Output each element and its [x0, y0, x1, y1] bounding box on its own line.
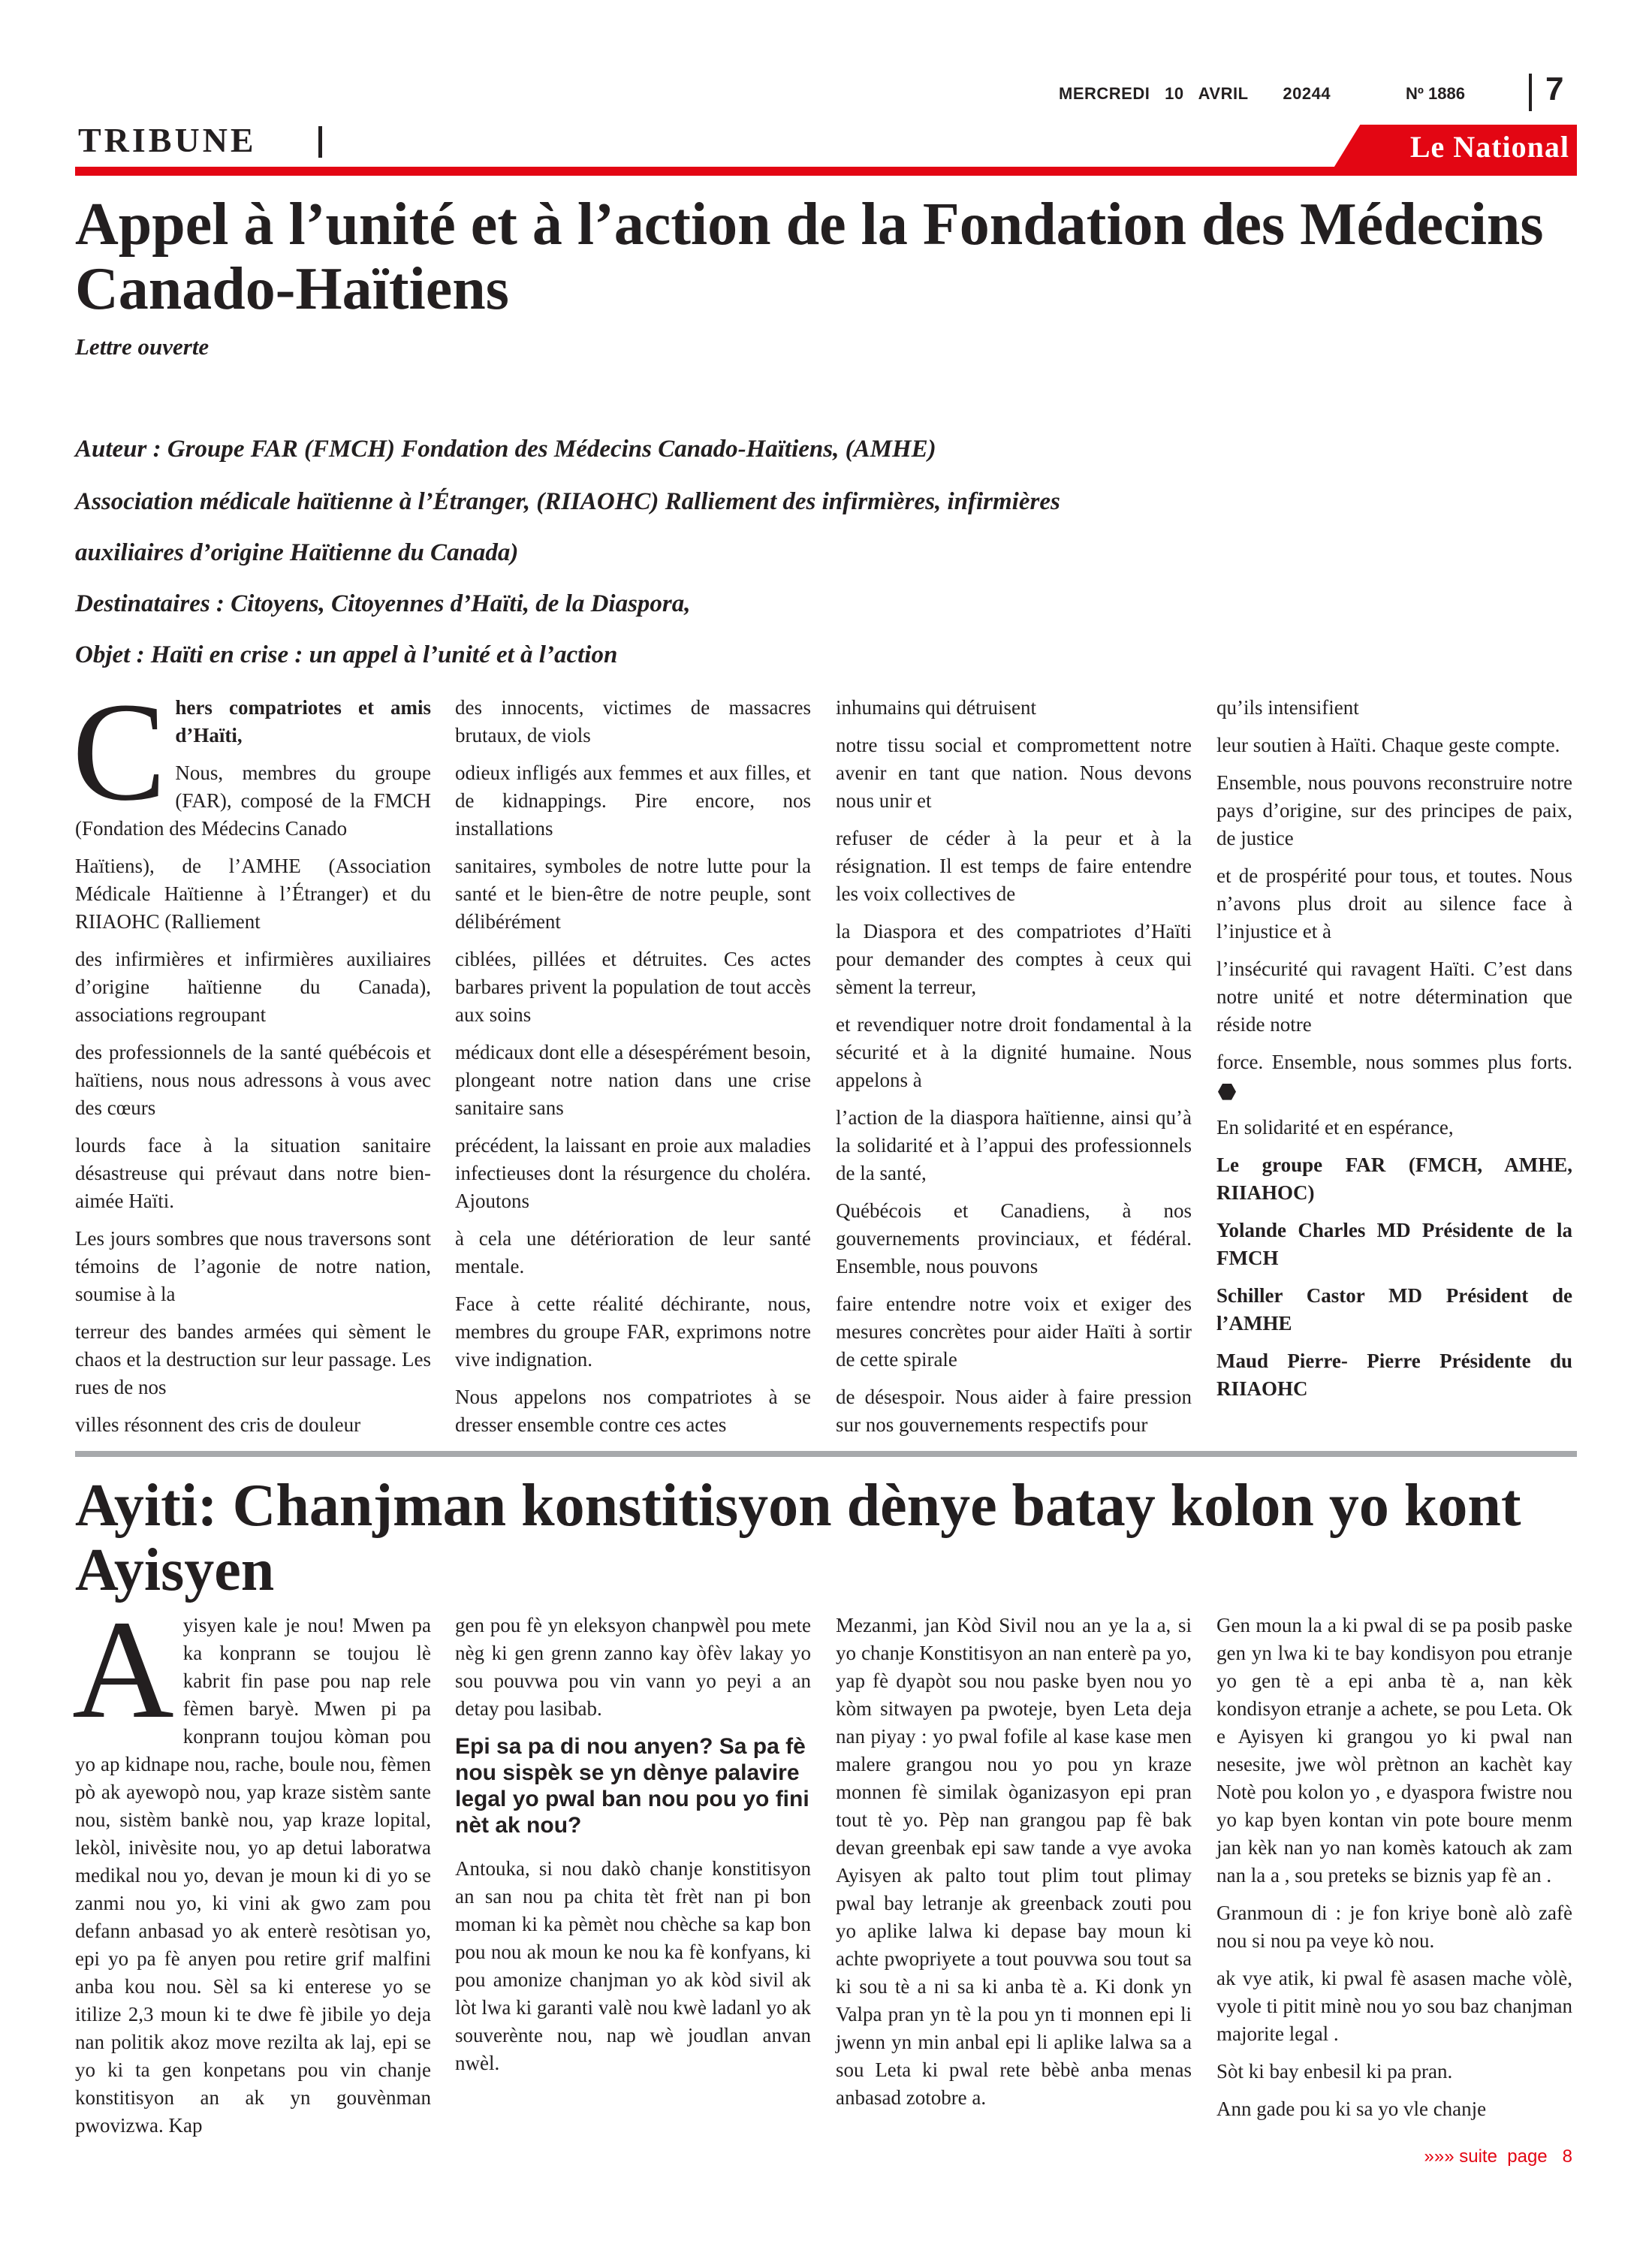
- article1-author-line: Auteur : Groupe FAR (FMCH) Fondation des Médecins Canado-Haïtiens, (AMHE): [75, 436, 936, 463]
- article1-salutation: hers compatriotes et amis d’Haïti,: [175, 696, 431, 746]
- issue-date: MERCREDI 10 AVRIL 20244: [1059, 84, 1331, 103]
- article1-paragraph: et revendiquer notre droit fondamental à la sécurité et à la dignité humaine. Nous appelons à: [836, 1013, 1192, 1091]
- article1-subject: Objet : Haïti en crise : un appel à l’unité et à l’action: [75, 641, 618, 668]
- article1-signature: Le groupe FAR (FMCH, AMHE, RIIAHOC): [1216, 1154, 1572, 1204]
- article2-paragraph: ak vye atik, ki pwal fè asasen mache vòlè, vyole ti pitit minè nou yo sou baz chanjman majorite legal .: [1216, 1967, 1572, 2045]
- article2-paragraph: yisyen kale je nou! Mwen pa ka konprann se toujou lè kabrit fin pase pou nap rele fèmen baryè. Mwen pi pa konprann toujou kòman pou yo ap kidnape nou, rache, boule nou, fèmen pò ak ayewopò nou, yap kraze sistèm sante nou, sistèm bankè nou, yap kraze lopital, lekòl, inivèsite nou, yo ap detui laboratwa medikal nou yo, devan je moun ki di yo se zanmi nou yo, ki vini ak gwo zam pou defann anbasad yo ak enterè resòtisan yo, epi yo pa fè anyen pou retire grif malfini anba kou nou. Sèl sa ki enterese yo se itilize 2,3 moun ki te dwe fè jibile yo deja nan politik akoz move rezilta ak laj, epi se yo ki ta gen konpetans pou vin chanje konstitisyon an ak yn gouvènman pwovizwa. Kap: [75, 1614, 431, 2137]
- article1-paragraph: terreur des bandes armées qui sèment le chaos et la destruction sur leur passage. Les rues de nos: [75, 1320, 431, 1398]
- continuation-link[interactable]: »»» suite page 8: [1424, 2146, 1572, 2167]
- article2-paragraph: Gen moun la a ki pwal di se pa posib paske gen yn lwa ki te bay kondisyon pou etranje yo gen tè a epi anba tè a, nan kèk kondisyon etranje a achete, se pou Leta. Ok e Ayisyen ki grangou yo ki pwal nan nesesite, jwe wòl prètnon an kachèt kay Notè pou kolon yo , e dyaspora fwistre nou yo kap byen kontan vin pote boure menm jan kèk nan yo nan komès katouch ak zam nan la a , sou preteks se biznis yap fè an .: [1216, 1614, 1572, 1887]
- article1-subtitle: Lettre ouverte: [75, 333, 210, 360]
- article2-paragraph: Granmoun di : je fon kriye bonè alò zafè nou si nou pa veye kò nou.: [1216, 1902, 1572, 1952]
- article1-recipients: Destinataires : Citoyens, Citoyennes d’Haïti, de la Diaspora,: [75, 590, 691, 617]
- article1-paragraph: à cela une détérioration de leur santé mentale.: [455, 1227, 811, 1277]
- article1-paragraph: odieux infligés aux femmes et aux filles, et de kidnappings. Pire encore, nos installations: [455, 762, 811, 840]
- article1-paragraph: leur soutien à Haïti. Chaque geste compte.: [1216, 734, 1560, 756]
- article-separator: [75, 1451, 1577, 1457]
- article1-paragraph: l’insécurité qui ravagent Haïti. C’est dans notre unité et notre détermination que réside notre: [1216, 958, 1572, 1036]
- article1-closing-text: force. Ensemble, nous sommes plus forts.: [1216, 1051, 1572, 1073]
- page-number: 7: [1545, 71, 1564, 107]
- article1-sign-off: En solidarité et en espérance,: [1216, 1116, 1454, 1139]
- article1-paragraph: Nous appelons nos compatriotes à se dresser ensemble contre ces actes: [455, 1386, 811, 1436]
- end-of-article-icon: [1218, 1083, 1236, 1101]
- article1-paragraph: et de prospérité pour tous, et toutes. Nous n’avons plus droit au silence face à l’injustice et à: [1216, 864, 1572, 943]
- article1-closing-paragraph: [1216, 1048, 1572, 1104]
- article2-column-4: [1216, 1612, 1572, 2133]
- article1-paragraph: ciblées, pillées et détruites. Ces actes barbares privent la population de tout accès aux soins: [455, 948, 811, 1026]
- article2-paragraph: Sòt ki bay enbesil ki pa pran.: [1216, 2060, 1453, 2083]
- article1-paragraph: des professionnels de la santé québécois et haïtiens, nous nous adressons à vous avec des cœurs: [75, 1041, 431, 1119]
- article1-author-line: Association médicale haïtienne à l’Étranger, (RIIAOHC) Ralliement des infirmières, infirmières: [75, 488, 1060, 515]
- article1-signature: Yolande Charles MD Présidente de la FMCH: [1216, 1219, 1572, 1269]
- issue-number: Nº 1886: [1406, 84, 1465, 103]
- article1-paragraph: villes résonnent des cris de douleur: [75, 1413, 361, 1436]
- article1-paragraph: sanitaires, symboles de notre lutte pour la santé et le bien-être de notre peuple, sont délibérément: [455, 855, 811, 933]
- article1-signature: Maud Pierre- Pierre Présidente du RIIAOHC: [1216, 1350, 1572, 1400]
- article1-paragraph: notre tissu social et compromettent notre avenir en tant que nation. Nous devons nous unir et: [836, 734, 1192, 812]
- article1-paragraph: l’action de la diaspora haïtienne, ainsi qu’à la solidarité et à l’appui des professionnels de la santé,: [836, 1106, 1192, 1184]
- article1-paragraph: lourds face à la situation sanitaire désastreuse qui prévaut dans notre bien-aimée Haïti.: [75, 1134, 431, 1212]
- article2-paragraph: gen pou fè yn eleksyon chanpwèl pou mete nèg ki gen grenn zanno kay òfèv lakay yo sou pouvwa pou vin vann yo peyi a an detay pou lasibab.: [455, 1614, 811, 1720]
- article1-paragraph: Haïtiens), de l’AMHE (Association Médicale Haïtienne à l’Étranger) et du RIIAOHC (Ralliement: [75, 855, 431, 933]
- article1-paragraph: Québécois et Canadiens, à nos gouvernements provinciaux, et fédéral. Ensemble, nous pouvons: [836, 1199, 1192, 1277]
- article1-paragraph: précédent, la laissant en proie aux maladies infectieuses dont la résurgence du choléra. Ajoutons: [455, 1134, 811, 1212]
- article1-paragraph: la Diaspora et des compatriotes d’Haïti pour demander des comptes à ceux qui sèment la terreur,: [836, 920, 1192, 998]
- article1-paragraph: inhumains qui détruisent: [836, 696, 1036, 719]
- article1-signature: Schiller Castor MD Président de l’AMHE: [1216, 1284, 1572, 1335]
- article1-paragraph: des infirmières et infirmières auxiliaires d’origine haïtienne du Canada), associations regroupant: [75, 948, 431, 1026]
- article1-column-2: [455, 694, 811, 1449]
- article2-paragraph: Mezanmi, jan Kòd Sivil nou an ye la a, si yo chanje Konstitisyon an nan enterè pa yo, yap fè dyapòt sou nou paske byen nou yo kòm sitwayen pa pwoteje, byen Leta deja nan piyay : yo pwal fofile al kase kase men malere grangou nou yo pou yn kraze monnen fè similak òganizasyon epi pran tout tè yo. Pèp nan grangou pap fè bak devan greenbak epi saw tande a vye avoka Ayisyen ak palto tout plim tout plimay pwal bay letranje ak greenback zouti pou yo aplike lalwa ki depase bay moun ki achte pwopriyete a tout pouvwa sou tout sa ki sou tè a ni sa ki anba tè a. Ki donk yn Valpa pran yn tè la pou yn ti monnen epi li jwenn yn min anbal epi li aplike lalwa sa a sou Leta ki pwal rete bèbè anba menas anbasad zotobre a.: [836, 1614, 1192, 2109]
- article1-author-line: auxiliaires d’origine Haïtienne du Canada): [75, 539, 519, 566]
- article1-column-4: [1216, 694, 1572, 1413]
- article1-paragraph: des innocents, victimes de massacres brutaux, de viols: [455, 696, 811, 746]
- article2-column-1: [72, 1591, 431, 2149]
- article1-dropcap: C: [72, 673, 167, 830]
- article2-column-2: [455, 1612, 811, 2087]
- article1-paragraph: médicaux dont elle a désespérément besoin, plongeant notre nation dans une crise sanitaire sans: [455, 1041, 811, 1119]
- article2-dropcap: A: [72, 1591, 174, 1748]
- article1-paragraph: faire entendre notre voix et exiger des mesures concrètes pour aider Haïti à sortir de cette spirale: [836, 1292, 1192, 1371]
- article1-headline: Appel à l’unité et à l’action de la Fondation des Médecins Canado-Haïtiens: [75, 192, 1544, 322]
- article1-paragraph: Ensemble, nous pouvons reconstruire notre pays d’origine, sur des principes de paix, de justice: [1216, 771, 1572, 849]
- article2-paragraph: Ann gade pou ki sa yo vle chanje: [1216, 2098, 1487, 2120]
- article1-paragraph: de désespoir. Nous aider à faire pression sur nos gouvernements respectifs pour: [836, 1386, 1192, 1436]
- article1-column-1: [72, 673, 431, 1449]
- section-divider: [318, 126, 322, 158]
- article2-headline: Ayiti: Chanjman konstitisyon dènye batay kolon yo kont Ayisyen: [75, 1473, 1521, 1603]
- page-number-divider: [1529, 74, 1532, 111]
- article1-column-3: [836, 694, 1192, 1449]
- article2-paragraph: Antouka, si nou dakò chanje konstitisyon an san nou pa chita tèt frèt nan pi bon moman ki ka pèmèt nou chèche sa kap bon pou nou ak moun ke nou ka fè konfyans, ki pou amonize chanjman yo ak kòd sivil ak lòt lwa ki garanti valè nou kwè ladanl yo ak souverènte nou, nap wè joudlan anvan nwèl.: [455, 1857, 811, 2074]
- article1-paragraph: Face à cette réalité déchirante, nous, membres du groupe FAR, exprimons notre vive indignation.: [455, 1292, 811, 1371]
- article2-subheading: Epi sa pa di nou anyen? Sa pa fè nou sispèk se yn dènye palavire legal yo pwal ban nou pou yo fini nèt ak nou?: [455, 1734, 809, 1838]
- article1-paragraph: refuser de céder à la peur et à la résignation. Il est temps de faire entendre les voix collectives de: [836, 827, 1192, 905]
- newspaper-brand: Le National: [1409, 130, 1569, 164]
- article1-paragraph: qu’ils intensifient: [1216, 696, 1359, 719]
- article1-paragraph: Les jours sombres que nous traversons sont témoins de l’agonie de notre nation, soumise à la: [75, 1227, 431, 1305]
- section-label: TRIBUNE: [78, 121, 257, 159]
- article2-column-3: [836, 1612, 1192, 2122]
- article1-paragraph: Nous, membres du groupe (FAR), composé de la FMCH (Fondation des Médecins Canado: [75, 762, 431, 840]
